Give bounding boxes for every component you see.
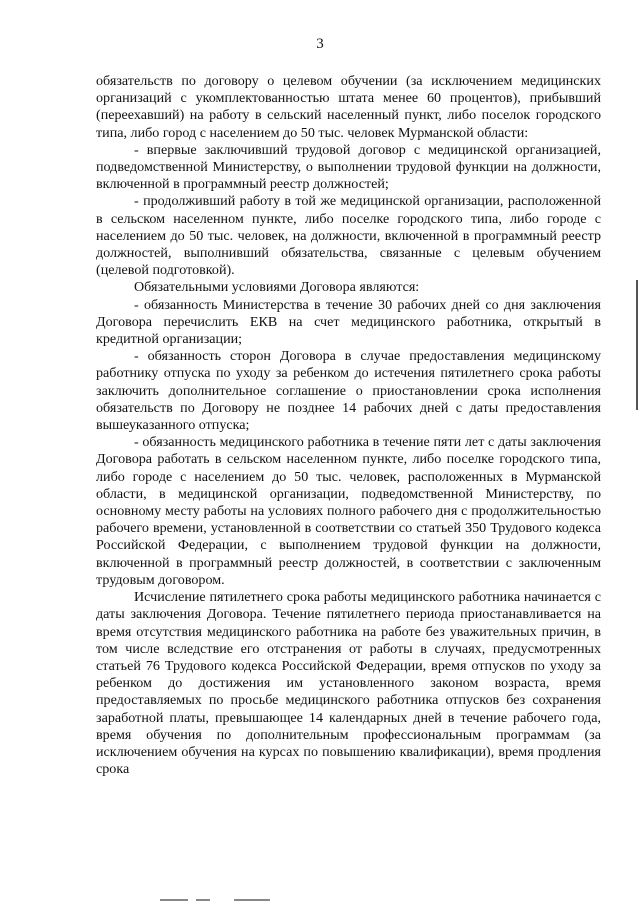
- document-body: [96, 73, 601, 778]
- paragraph: обязательств по договору о целевом обучении (за исключением медицинских организаций с укомплектованностью штата менее 60 процентов), прибывший (переехавший) на работу в сельский населенный пункт, либо поселок городского типа, либо город с населением до 50 тыс. человек Мурманской области:: [96, 73, 601, 141]
- paragraph-list-item: - обязанность Министерства в течение 30 рабочих дней со дня заключения Договора перечислить ЕКВ на счет медицинского работника, открытый в кредитной организации;: [96, 296, 601, 348]
- scan-margin-mark: [636, 280, 638, 410]
- paragraph-list-item: - обязанность медицинского работника в течение пяти лет с даты заключения Договора работать в сельском населенном пункте, либо поселке городского типа, либо городе с населением до 50 тыс. человек, расположенных в Мурманской области, в медицинской организации, подведомственной Министерству, по основному месту работы на условиях полного рабочего дня с продолжительностью рабочего времени, установленной в соответствии со статьей 350 Трудового кодекса Российской Федерации, с выполнением трудовой функции на должности, включенной в программный реестр должностей, в соответствии с заключенным трудовым договором.: [96, 434, 601, 588]
- paragraph-heading: Обязательными условиями Договора являются:: [134, 279, 420, 296]
- page-number: 3: [316, 36, 324, 52]
- paragraph-list-item: - обязанность сторон Договора в случае предоставления медицинскому работнику отпуска по уходу за ребенком до истечения пятилетнего срока работы заключить дополнительное соглашение о приостановлении срока исполнения обязательств по Договору не позднее 14 рабочих дней с даты предоставления вышеуказанного отпуска;: [96, 348, 601, 434]
- paragraph: Исчисление пятилетнего срока работы медицинского работника начинается с даты заключения Договора. Течение пятилетнего периода приостанавливается на время отсутствия медицинского работника на работе без уважительных причин, в том числе вследствие его отстранения от работы в случаях, предусмотренных статьей 76 Трудового кодекса Российской Федерации, время отпусков по уходу за ребенком до достижения им установленного законом возраста, время предоставляемых по просьбе медицинского работника отпусков без сохранения заработной платы, превышающее 14 календарных дней в течение рабочего года, время обучения по дополнительным профессиональным программам (за исключением обучения на курсах по повышению квалификации), время продления срока: [96, 589, 601, 778]
- scan-footer-marks: [160, 899, 280, 902]
- paragraph-list-item: - впервые заключивший трудовой договор с медицинской организацией, подведомственной Министерству, о выполнении трудовой функции на должности, включенной в программный реестр должностей;: [96, 141, 601, 193]
- paragraph-list-item: - продолживший работу в той же медицинской организации, расположенной в сельском населенном пункте, либо поселке городского типа, либо городе с населением до 50 тыс. человек, на должности, включенной в программный реестр должностей, выполнивший обязательства, связанные с целевым обучением (целевой подготовкой).: [96, 193, 601, 279]
